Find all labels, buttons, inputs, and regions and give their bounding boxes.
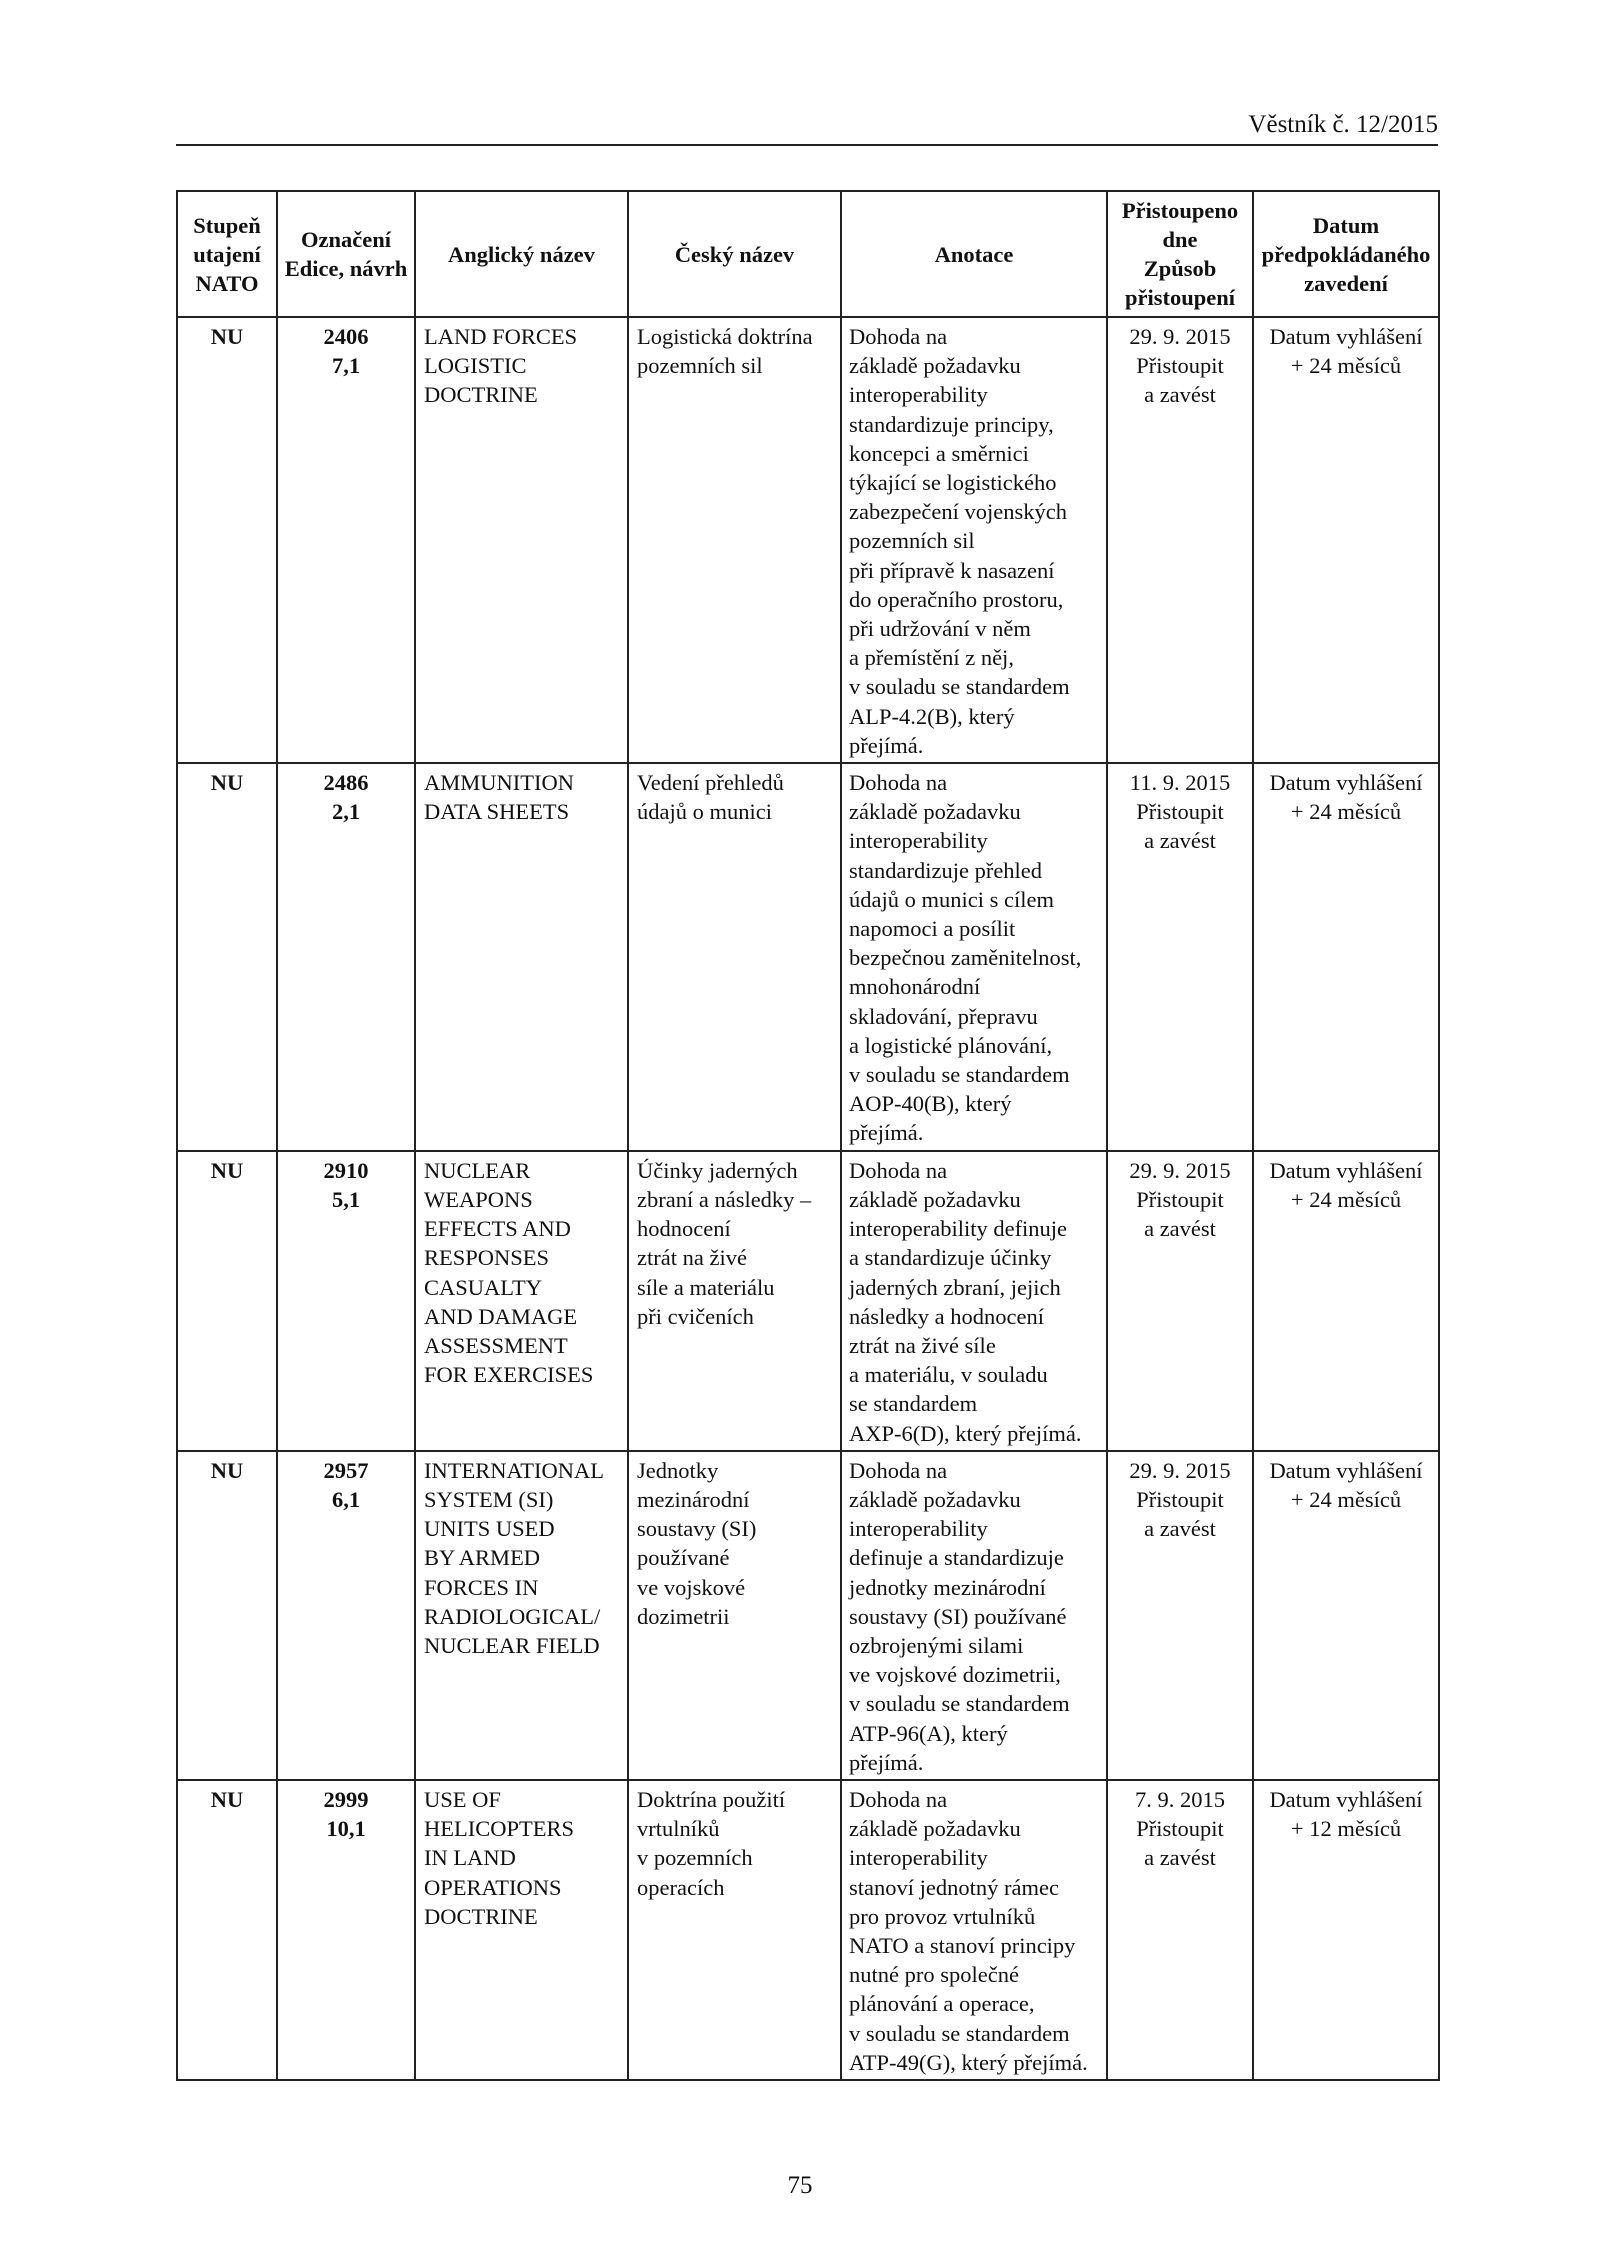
cell-line: ztrát na živé: [637, 1245, 747, 1271]
cell-accession: [1107, 317, 1253, 763]
table-row: [177, 1780, 1439, 2080]
cell-accession: [1107, 1451, 1253, 1780]
page-number: 75: [787, 2172, 813, 2199]
cell-line: FORCES IN: [424, 1574, 539, 1600]
standards-table: [176, 190, 1440, 2081]
cell-line: 29. 9. 2015: [1129, 1457, 1231, 1483]
cell-accession: [1107, 763, 1253, 1151]
cell-line: standardizuje přehled: [849, 857, 1043, 883]
table-row: [177, 1451, 1439, 1780]
cell-line: interoperability: [849, 1845, 988, 1871]
cell-line: Datum vyhlášení: [1269, 1157, 1423, 1183]
cell-introduction-date: [1253, 317, 1439, 763]
header-czech-name: [628, 191, 841, 317]
table-row: [177, 1151, 1439, 1451]
header-line: Anotace: [934, 241, 1014, 267]
cell-line: ATP-96(A), který: [849, 1720, 1008, 1746]
header-line: dne: [1162, 227, 1198, 252]
cell-line: NUCLEAR: [424, 1157, 531, 1183]
cell-line: HELICOPTERS: [424, 1816, 575, 1842]
cell-english-name: [415, 1451, 628, 1780]
cell-line: a logistické plánování,: [849, 1032, 1053, 1058]
cell-line: plánování a operace,: [849, 1991, 1035, 2017]
cell-line: 2406: [323, 324, 369, 349]
cell-line: 2486: [323, 770, 369, 796]
cell-designation: [277, 1151, 415, 1451]
cell-line: definuje a standardizuje: [849, 1545, 1064, 1571]
cell-line: a standardizuje účinky: [849, 1245, 1052, 1271]
cell-line: koncepci a směrnici: [849, 440, 1029, 466]
cell-classification: NU: [177, 1451, 277, 1780]
cell-line: Datum vyhlášení: [1269, 1457, 1423, 1483]
cell-line: v souladu se standardem: [849, 1062, 1070, 1088]
cell-line: standardizuje principy,: [849, 411, 1054, 437]
cell-line: 7,1: [331, 353, 361, 379]
cell-line: do operačního prostoru,: [849, 586, 1064, 612]
cell-annotation: [841, 1151, 1107, 1451]
cell-czech-name: [628, 1451, 841, 1780]
cell-line: a zavést: [1144, 828, 1216, 854]
cell-introduction-date: [1253, 1780, 1439, 2080]
cell-line: ozbrojenými silami: [849, 1632, 1024, 1658]
cell-line: BY ARMED: [424, 1545, 541, 1571]
cell-line: Dohoda na: [849, 1786, 948, 1812]
table-row: [177, 317, 1439, 763]
cell-line: a materiálu, v souladu: [849, 1362, 1048, 1388]
running-title: Věstník č. 12/2015: [1248, 111, 1438, 138]
header-english-name: [415, 191, 628, 317]
cell-line: LAND FORCES: [424, 324, 578, 349]
header-line: Edice, návrh: [284, 256, 408, 281]
cell-line: skladování, přepravu: [849, 1003, 1038, 1029]
cell-designation: [277, 317, 415, 763]
cell-line: interoperability: [849, 1516, 988, 1542]
cell-introduction-date: [1253, 1151, 1439, 1451]
cell-line: ve vojskové dozimetrii,: [849, 1662, 1061, 1688]
cell-line: napomoci a posílit: [849, 916, 1016, 942]
cell-english-name: [415, 763, 628, 1151]
cell-line: používané: [637, 1545, 730, 1571]
cell-line: USE OF: [424, 1786, 501, 1812]
cell-line: AND DAMAGE: [424, 1303, 578, 1329]
cell-line: + 24 měsíců: [1290, 1486, 1402, 1512]
cell-classification: NU: [177, 1780, 277, 2080]
cell-line: Dohoda na: [849, 770, 948, 796]
cell-line: základě požadavku: [849, 1486, 1021, 1512]
cell-line: UNITS USED: [424, 1516, 555, 1542]
cell-line: mnohonárodní: [849, 974, 981, 1000]
cell-line: v pozemních: [637, 1845, 753, 1871]
cell-line: mezinárodní: [637, 1486, 750, 1512]
cell-czech-name: [628, 317, 841, 763]
cell-line: LOGISTIC: [424, 353, 527, 379]
cell-line: základě požadavku: [849, 1816, 1021, 1842]
cell-designation: [277, 1451, 415, 1780]
cell-line: 2910: [323, 1157, 369, 1183]
cell-line: 2999: [323, 1786, 369, 1812]
cell-line: zbraní a následky –: [637, 1186, 812, 1212]
standards-table-wrapper: [176, 190, 1438, 2081]
cell-line: základě požadavku: [849, 1186, 1021, 1212]
cell-line: AXP-6(D), který přejímá.: [849, 1420, 1082, 1446]
cell-designation: [277, 1780, 415, 2080]
header-line: Způsob: [1143, 256, 1217, 281]
cell-line: Logistická doktrína: [637, 324, 813, 349]
cell-line: WEAPONS: [424, 1186, 533, 1212]
cell-line: vrtulníků: [637, 1816, 720, 1842]
cell-line: Účinky jaderných: [637, 1157, 798, 1183]
cell-line: Dohoda na: [849, 1457, 948, 1483]
cell-line: Datum vyhlášení: [1269, 770, 1423, 796]
cell-classification: NU: [177, 1151, 277, 1451]
cell-czech-name: [628, 1151, 841, 1451]
cell-line: Přistoupit: [1136, 353, 1224, 379]
header-classification: [177, 191, 277, 317]
cell-line: AOP-40(B), který: [849, 1091, 1012, 1117]
cell-line: dozimetrii: [637, 1603, 730, 1629]
cell-line: EFFECTS AND: [424, 1216, 571, 1242]
cell-line: stanoví jednotný rámec: [849, 1874, 1059, 1900]
cell-line: Přistoupit: [1136, 1186, 1224, 1212]
cell-line: ATP-49(G), který přejímá.: [849, 2049, 1088, 2075]
cell-line: 5,1: [331, 1186, 361, 1212]
cell-line: a zavést: [1144, 1845, 1216, 1871]
cell-introduction-date: [1253, 763, 1439, 1151]
cell-line: Dohoda na: [849, 1157, 948, 1183]
cell-line: 29. 9. 2015: [1129, 324, 1231, 349]
cell-line: a přemístění z něj,: [849, 645, 1014, 671]
cell-line: hodnocení: [637, 1216, 731, 1242]
cell-classification: NU: [177, 763, 277, 1151]
header-line: Anglický název: [448, 241, 595, 267]
header-line: Stupeň: [193, 212, 261, 238]
cell-line: následky a hodnocení: [849, 1303, 1044, 1329]
cell-introduction-date: [1253, 1451, 1439, 1780]
cell-designation: [277, 763, 415, 1151]
cell-line: SYSTEM (SI): [424, 1486, 554, 1512]
cell-line: IN LAND: [424, 1845, 516, 1871]
cell-line: Vedení přehledů: [637, 770, 784, 796]
cell-line: 7. 9. 2015: [1135, 1786, 1225, 1812]
cell-line: a zavést: [1144, 1216, 1216, 1242]
cell-line: základě požadavku: [849, 353, 1021, 379]
cell-line: interoperability definuje: [849, 1216, 1068, 1242]
cell-line: nutné pro společné: [849, 1962, 1019, 1988]
header-line: Označení: [301, 227, 391, 252]
cell-line: Přistoupit: [1136, 1816, 1224, 1842]
cell-classification: NU: [177, 317, 277, 763]
cell-line: Datum vyhlášení: [1269, 324, 1423, 349]
cell-line: + 24 měsíců: [1290, 1186, 1402, 1212]
cell-line: se standardem: [849, 1391, 978, 1417]
cell-line: Přistoupit: [1136, 1486, 1224, 1512]
cell-line: + 12 měsíců: [1290, 1816, 1402, 1842]
cell-line: interoperability: [849, 382, 988, 408]
header-line: Přistoupeno: [1121, 198, 1239, 223]
cell-line: a zavést: [1144, 1516, 1216, 1542]
cell-line: + 24 měsíců: [1290, 353, 1402, 379]
cell-czech-name: [628, 763, 841, 1151]
cell-line: AMMUNITION: [424, 770, 574, 796]
cell-line: údajů o munici s cílem: [849, 886, 1054, 912]
cell-line: při cvičeních: [637, 1303, 754, 1329]
cell-line: DATA SHEETS: [424, 799, 570, 825]
cell-line: DOCTRINE: [424, 382, 538, 408]
cell-line: interoperability: [849, 828, 988, 854]
cell-line: RESPONSES: [424, 1245, 550, 1271]
cell-line: 2,1: [331, 799, 361, 825]
cell-line: základě požadavku: [849, 799, 1021, 825]
cell-line: 29. 9. 2015: [1129, 1157, 1231, 1183]
cell-line: 10,1: [326, 1816, 366, 1842]
header-line: Datum: [1312, 212, 1380, 238]
cell-annotation: [841, 317, 1107, 763]
cell-line: při přípravě k nasazení: [849, 557, 1055, 583]
cell-line: INTERNATIONAL: [424, 1457, 604, 1483]
header-line: zavedení: [1304, 270, 1388, 296]
cell-line: zabezpečení vojenských: [849, 499, 1068, 525]
header-line: Český název: [674, 241, 795, 267]
cell-line: pozemních sil: [637, 353, 763, 379]
cell-line: Přistoupit: [1136, 799, 1224, 825]
cell-line: Doktrína použití: [637, 1786, 786, 1812]
running-head: [176, 108, 1438, 146]
cell-line: Datum vyhlášení: [1269, 1786, 1423, 1812]
cell-line: pro provoz vrtulníků: [849, 1903, 1036, 1929]
header-accession: [1107, 191, 1253, 317]
cell-line: ASSESSMENT: [424, 1332, 568, 1358]
cell-line: Jednotky: [637, 1457, 719, 1483]
cell-line: NUCLEAR FIELD: [424, 1632, 600, 1658]
cell-line: FOR EXERCISES: [424, 1362, 594, 1388]
cell-line: jaderných zbraní, jejich: [849, 1274, 1061, 1300]
header-line: utajení: [193, 241, 261, 267]
cell-line: NATO a stanoví principy: [849, 1932, 1076, 1958]
cell-line: OPERATIONS: [424, 1874, 562, 1900]
cell-line: ve vojskové: [637, 1574, 746, 1600]
cell-english-name: [415, 1151, 628, 1451]
header-designation: [277, 191, 415, 317]
cell-annotation: [841, 763, 1107, 1151]
cell-line: jednotky mezinárodní: [849, 1574, 1046, 1600]
cell-line: RADIOLOGICAL/: [424, 1603, 601, 1629]
cell-line: ztrát na živé síle: [849, 1332, 996, 1358]
cell-annotation: [841, 1780, 1107, 2080]
cell-line: 2957: [323, 1457, 369, 1483]
header-line: přistoupení: [1124, 285, 1236, 310]
cell-line: CASUALTY: [424, 1274, 542, 1300]
cell-line: DOCTRINE: [424, 1903, 538, 1929]
cell-line: 11. 9. 2015: [1129, 770, 1231, 796]
cell-line: údajů o munici: [637, 799, 772, 825]
cell-english-name: [415, 317, 628, 763]
table-row: [177, 763, 1439, 1151]
cell-line: ALP-4.2(B), který: [849, 703, 1015, 729]
cell-line: Dohoda na: [849, 324, 948, 349]
header-introduction-date: [1253, 191, 1439, 317]
cell-line: soustavy (SI): [637, 1516, 757, 1542]
cell-line: bezpečnou zaměnitelnost,: [849, 945, 1082, 971]
table-header-row: [177, 191, 1439, 317]
cell-line: soustavy (SI) používané: [849, 1603, 1067, 1629]
table-body: [177, 317, 1439, 2080]
cell-line: síle a materiálu: [637, 1274, 775, 1300]
cell-line: přejímá.: [849, 732, 924, 758]
cell-line: + 24 měsíců: [1290, 799, 1402, 825]
header-line: předpokládaného: [1261, 241, 1431, 267]
cell-czech-name: [628, 1780, 841, 2080]
cell-line: přejímá.: [849, 1749, 924, 1775]
cell-line: při udržování v něm: [849, 616, 1031, 642]
cell-line: přejímá.: [849, 1120, 924, 1146]
header-line: NATO: [195, 270, 259, 296]
cell-line: v souladu se standardem: [849, 1691, 1070, 1717]
cell-accession: [1107, 1151, 1253, 1451]
cell-line: a zavést: [1144, 382, 1216, 408]
cell-line: operacích: [637, 1874, 725, 1900]
cell-line: týkající se logistického: [849, 470, 1057, 496]
header-annotation: [841, 191, 1107, 317]
cell-line: v souladu se standardem: [849, 674, 1070, 700]
cell-accession: [1107, 1780, 1253, 2080]
cell-line: 6,1: [331, 1486, 361, 1512]
cell-line: v souladu se standardem: [849, 2020, 1070, 2046]
cell-english-name: [415, 1780, 628, 2080]
cell-annotation: [841, 1451, 1107, 1780]
cell-line: pozemních sil: [849, 528, 975, 554]
